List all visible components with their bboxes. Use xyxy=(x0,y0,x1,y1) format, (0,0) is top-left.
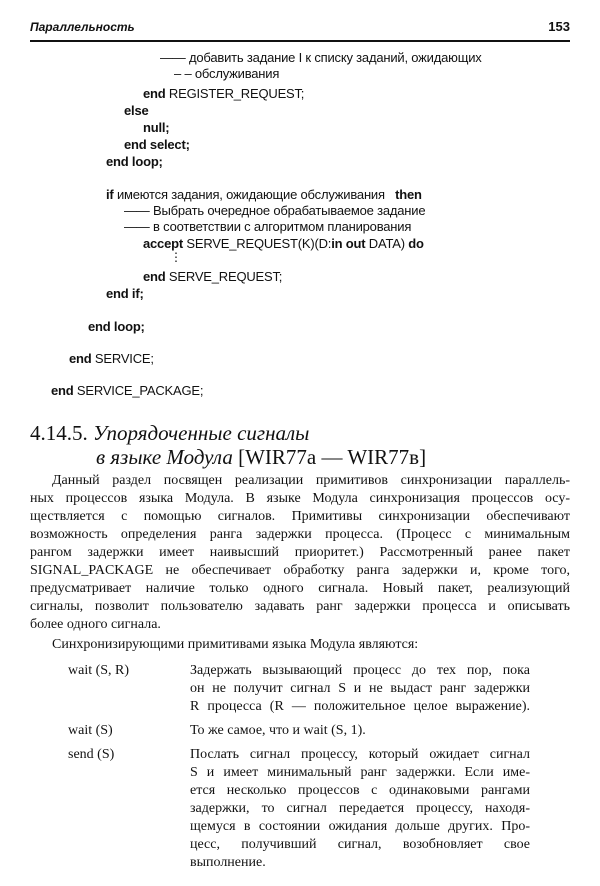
running-title: Параллельность xyxy=(30,20,135,34)
body-paragraph-1: Данный раздел посвящен реализации примитивов синхронизации параллель- ных процессов языка Модула. В языке Модула синхронизация процессов осу- ществляется с помощью сигналов. Примитивы синхронизации обеспечивают возможность определения ранга задержки процесса. (Процесс с минимальным рангом задержки имеет наивысший приоритет.) Рассмотренный ранее пакет SIGNAL_PACKAGE не обеспечивает обработку ранга задержки и, кроме того, предусматривает наличие только одного сигнала. Новый пакет, реализующий сигналы, позволит пользователю задавать ранг задержки процесса и описывать более одного сигнала. xyxy=(30,473,570,632)
page-header xyxy=(30,20,570,42)
code-line-5: null; xyxy=(143,120,170,135)
section-heading-line2 xyxy=(96,444,426,470)
definition-term: wait (S) xyxy=(68,723,113,738)
code-line-2: – – обслуживания xyxy=(174,66,280,81)
section-heading xyxy=(30,420,309,446)
definition-item xyxy=(68,746,530,872)
code-line-8: if имеются задания, ожидающие обслуживания then xyxy=(106,187,422,202)
code-line-13: end if; xyxy=(106,286,144,301)
definition-item xyxy=(68,722,530,740)
code-line-16: end SERVICE_PACKAGE; xyxy=(51,383,204,398)
code-ellipsis: ⋮ xyxy=(170,250,182,264)
definition-description: Задержать вызывающий процесс до тех пор, пока он не получит сигнал S и не выдаст ранг задержки R процесса (R — положительное целое выражение). xyxy=(190,663,530,714)
code-line-14: end loop; xyxy=(88,319,145,334)
code-line-7: end loop; xyxy=(106,154,163,169)
code-line-1: —— добавить задание I к списку заданий, ожидающих xyxy=(160,50,482,65)
body-paragraph-2: Синхронизирующими примитивами языка Модула являются: xyxy=(52,637,419,652)
section-citation: [WIR77a — WIR77в] xyxy=(238,445,427,469)
definition-description: То же самое, что и wait (S, 1). xyxy=(190,723,366,738)
section-number: 4.14.5. xyxy=(30,421,88,445)
code-line-15: end SERVICE; xyxy=(69,351,154,366)
section-title-line1: Упорядоченные сигналы xyxy=(93,421,310,445)
definition-description: Послать сигнал процессу, который ожидает сигнал S и имеет минимальный ранг задержки. Если име- ется несколько процессов с одинаковыми рангами задержки, то сигнал передается процессу, находя- щемуся в состоянии ожидания дольше других. Про- цесс, получивший сигнал, возобновляет свое выполнение. xyxy=(190,747,530,870)
code-line-3: end REGISTER_REQUEST; xyxy=(143,86,305,101)
definition-term: send (S) xyxy=(68,747,115,762)
section-title-line2: в языке Модула xyxy=(96,445,233,469)
definition-list xyxy=(68,662,530,878)
code-line-4: else xyxy=(124,103,149,118)
code-line-6: end select; xyxy=(124,137,190,152)
code-line-9: —— Выбрать очередное обрабатываемое задание xyxy=(124,203,426,218)
definition-item xyxy=(68,662,530,716)
code-line-11: accept SERVE_REQUEST(K)(D:in out DATA) do xyxy=(143,236,424,251)
code-line-12: end SERVE_REQUEST; xyxy=(143,269,283,284)
code-line-10: —— в соответствии с алгоритмом планирования xyxy=(124,219,412,234)
page-number: 153 xyxy=(548,19,570,34)
definition-term: wait (S, R) xyxy=(68,663,130,678)
